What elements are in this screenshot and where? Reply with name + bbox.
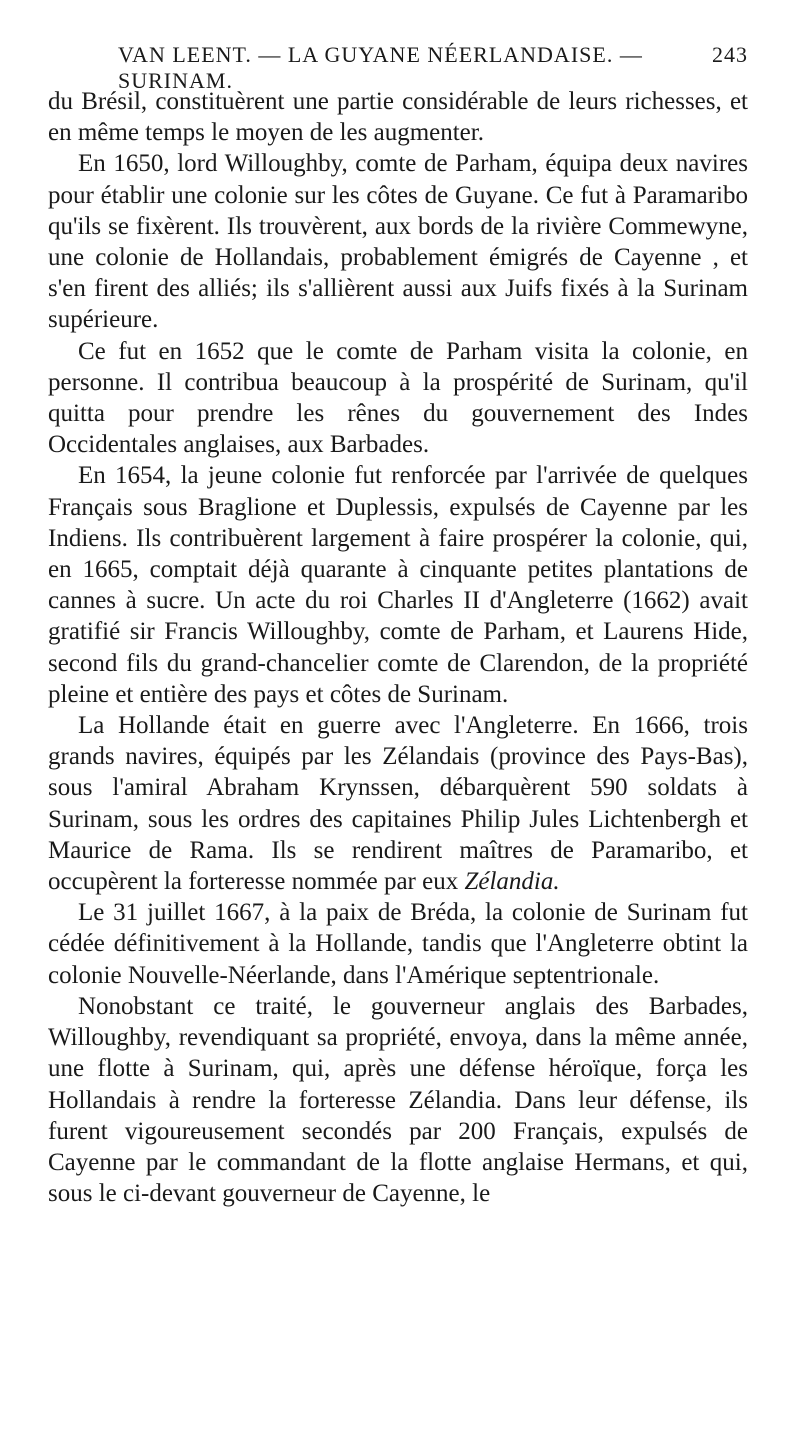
paragraph-5-text: La Hollande était en guerre avec l'Angleterre. En 1666, trois grands navires, équipés par les Zélandais (province des Pays-Bas), sous l'amiral Abraham Krynssen, débarquèrent 590 soldats à Surinam, sous les ordres des capitaines Philip Jules Lichtenbergh et Maurice de Rama. Ils se rendirent maîtres de Paramaribo, et occupèrent la forteresse nommée par eux [48,712,748,896]
paragraph-6: Le 31 juillet 1667, à la paix de Bréda, la colonie de Surinam fut cédée définitivement à la Hollande, tandis que l'Angleterre obtint la colonie Nouvelle-Néerlande, dans l'Amérique septentrionale. [48,899,748,989]
page-number: 243 [712,42,748,67]
paragraph-2: En 1650, lord Willoughby, comte de Parham, équipa deux navires pour établir une colonie sur les côtes de Guyane. Ce fut à Paramaribo qu'ils se fixèrent. Ils trouvèrent, aux bords de la rivière Commewyne, une colonie de Hollandais, probablement émigrés de Cayenne , et s'en firent des alliés; ils s'allièrent aussi aux Juifs fixés à la Surinam supérieure. [48,150,748,334]
paragraph-3: Ce fut en 1652 que le comte de Parham visita la colonie, en personne. Il contribua beaucoup à la prospérité de Surinam, qu'il quitta pour prendre les rênes du gouvernement des Indes Occidentales anglaises, aux Barbades. [48,337,748,459]
paragraph-1: du Brésil, constituèrent une partie considérable de leurs richesses, et en même temps le moyen de les augmenter. [48,88,748,147]
page-header [48,42,748,93]
running-title: VAN LEENT. — LA GUYANE NÉERLANDAISE. — SURINAM. [118,42,643,93]
paragraph-5 [48,710,748,897]
paragraph-7: Nonobstant ce traité, le gouverneur anglais des Barbades, Willoughby, revendiquant sa propriété, envoya, dans la même année, une flotte à Surinam, qui, après une défense héroïque, força les Hollandais à rendre la forteresse Zélandia. Dans leur défense, ils furent vigoureusement secondés par 200 Français, expulsés de Cayenne par le commandant de la flotte anglaise Hermans, et qui, sous le ci-devant gouverneur de Cayenne, le [48,992,748,1208]
paragraph-4: En 1654, la jeune colonie fut renforcée par l'arrivée de quelques Français sous Braglione et Duplessis, expulsés de Cayenne par les Indiens. Ils contribuèrent largement à faire prospérer la colonie, qui, en 1665, comptait déjà quarante à cinquante petites plantations de cannes à sucre. Un acte du roi Charles II d'Angleterre (1662) avait gratifié sir Francis Willoughby, comte de Parham, et Laurens Hide, second fils du grand-chancelier comte de Clarendon, de la propriété pleine et entière des pays et côtes de Surinam. [48,462,748,708]
page-body [48,86,748,1209]
italic-zelandia: Zélandia. [464,868,560,896]
